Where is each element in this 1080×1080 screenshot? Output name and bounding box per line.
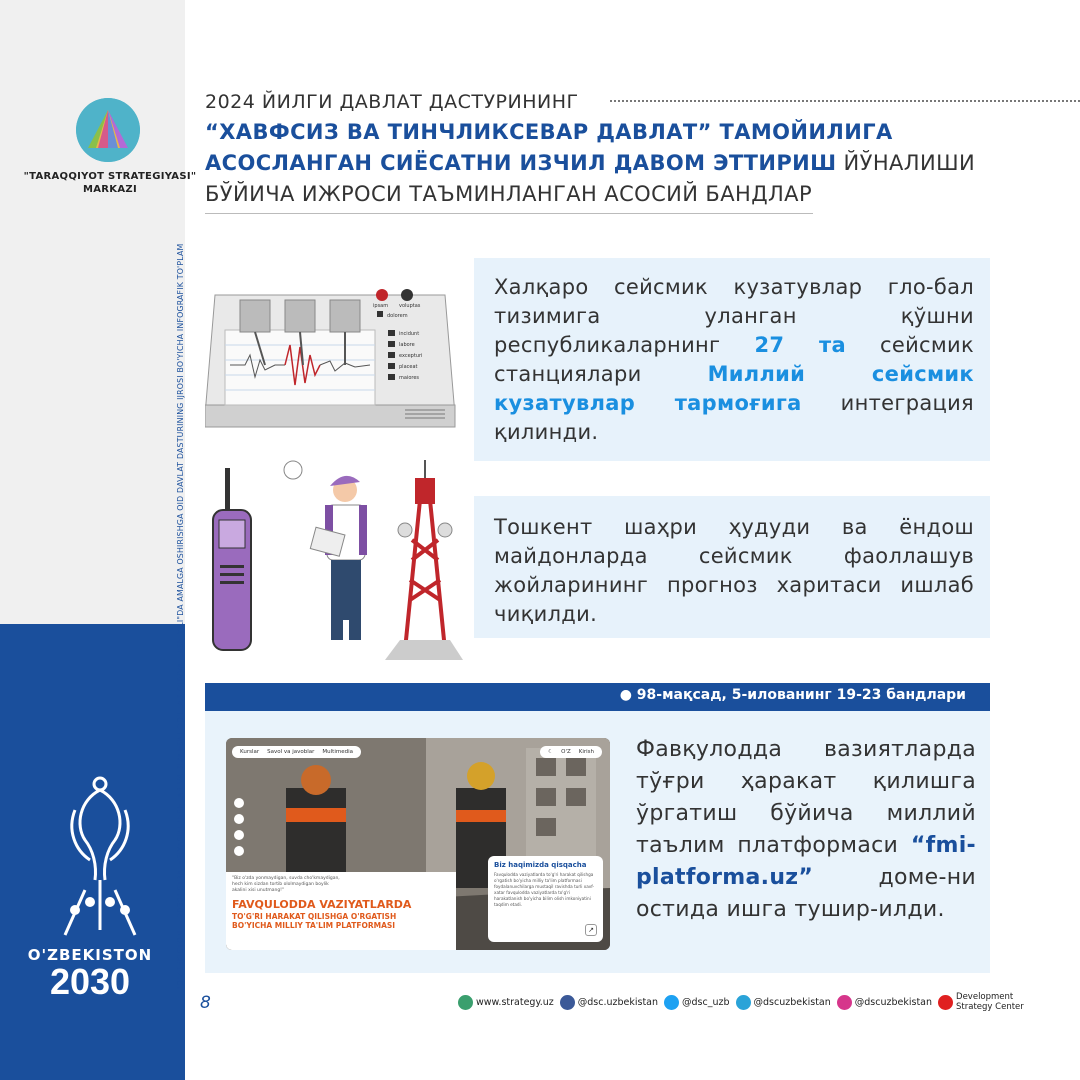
header-dotted-rule <box>610 100 1080 102</box>
logo-caption-line2: MARKAZI <box>83 184 137 195</box>
brand-line2: 2030 <box>49 961 131 1002</box>
seismo-label-b1: ipsam <box>373 303 389 309</box>
nav-multimedia[interactable]: Multimedia <box>322 749 353 755</box>
footer-links <box>458 992 1024 1012</box>
goal-reference-bar: ● 98-мақсад, 5-илованинг 19-23 бандлари <box>205 683 990 711</box>
youtube-icon <box>938 995 953 1010</box>
seismo-label-l3: excepturi <box>399 353 423 359</box>
center-logo <box>76 98 140 162</box>
nav-faq[interactable]: Savol va javoblar <box>267 749 315 755</box>
header-line3-bold: АСОСЛАНГАН СИЁСАТНИ ИЗЧИЛ ДАВОМ ЭТТИРИШ <box>205 151 837 175</box>
arrow-icon[interactable]: ↗ <box>585 924 597 936</box>
platform-topright <box>540 746 602 758</box>
twitter-icon <box>664 995 679 1010</box>
seismo-label-l4: placeat <box>399 364 418 370</box>
social-icon-3[interactable] <box>234 830 244 840</box>
header-line3 <box>205 151 975 175</box>
telegram-link[interactable]: @dscuzbekistan <box>736 995 831 1010</box>
instagram-link[interactable]: @dscuzbekistan <box>837 995 932 1010</box>
seismo-label-l5: maiores <box>399 375 420 381</box>
facebook-link[interactable]: @dsc.uzbekistan <box>560 995 658 1010</box>
platform-nav <box>232 746 361 758</box>
social-rail <box>234 798 244 856</box>
hero-panel <box>226 872 456 950</box>
about-text: Favqulodda vaziyatlarda to'g'ri harakat qilishga o'rgatish bo'yicha milliy ta'lim platformasi foydalanuvchilarga mustaqil ravishda turli xavf-xatar favqulodda vaziyatlarda to'g'ri harakatlanish bo'yicha bilim olish imkoniyatini taqdim etadi. <box>494 872 595 907</box>
forecast-map-text: Тошкент шаҳри ҳудуди ва ёндош майдонларда сейсмик фаоллашув жойларининг прогноз харитаси ишлаб чиқилди. <box>494 515 974 626</box>
highlight-domain: “fmi-platforma.uz” <box>636 833 976 890</box>
facebook-icon <box>560 995 575 1010</box>
header-line1: 2024 ЙИЛГИ ДАВЛАТ ДАСТУРИНИНГ <box>205 91 579 113</box>
platform-screenshot <box>226 738 610 950</box>
logo-caption-line1: "TARAQQIYOT STRATEGIYASI" <box>23 171 197 182</box>
telegram-icon <box>736 995 751 1010</box>
hero-subtitle-1: TO'G'RI HARAKAT QILISHGA O'RGATISH <box>232 912 397 921</box>
moon-icon[interactable]: ☾ <box>548 749 554 755</box>
page-number: 8 <box>200 993 211 1013</box>
brand-line1: O'ZBEKISTON <box>27 946 153 964</box>
social-icon-4[interactable] <box>234 846 244 856</box>
seismo-label-l1: incidunt <box>399 331 420 337</box>
header-line3-rest: ЙЎНАЛИШИ <box>836 151 976 175</box>
highlight-network: Миллий сейсмик кузатувлар тармоғига <box>494 362 974 415</box>
header-line2: “ХАВФСИЗ ВА ТИНЧЛИКСЕВАР ДАВЛАТ” ТАМОЙИЛИГА <box>205 120 893 144</box>
instagram-icon <box>837 995 852 1010</box>
brand-mark <box>20 946 160 1000</box>
seismo-label-l2: labore <box>399 342 415 348</box>
hero-quote: "Biz o'zda yonmaydigan, suvda cho'kmaydigan, hech kim sizdan tortib ololmaydigan boylik akalini xisi unutmang!" <box>232 876 340 893</box>
about-card <box>488 856 603 942</box>
about-title: Biz haqimizda qisqacha <box>494 861 587 869</box>
social-icon-1[interactable] <box>234 798 244 808</box>
lang-switch[interactable]: O'Z <box>561 749 571 755</box>
seismic-stations-text: Халқаро сейсмик кузатувлар гло-бал тизимига уланган қўшни республикаларнинг 27 та сейсмик станциялари Миллий сейсмик кузатувлар тармоғига интеграция қилинди. <box>494 275 974 444</box>
seismo-label-b2: voluptas <box>399 303 421 309</box>
youtube-link[interactable]: Development Strategy Center <box>938 992 1024 1012</box>
hero-subtitle-2: BO'YICHA MILLIY TA'LIM PLATFORMASI <box>232 921 396 930</box>
twitter-link[interactable]: @dsc_uzb <box>664 995 730 1010</box>
nav-courses[interactable]: Kurslar <box>240 749 260 755</box>
header-underline <box>205 213 813 214</box>
vertical-caption: "O'ZBEKISTON — 2030" STRATEGIYASINI "ESHLAR VA BIZNESNI QO'LLAB-QUVVATLASH YILI"DA AMALGA OSHIRISHGA OID DAVLAT DASTURINING IJROSI BO'YICHA INFOGRAFIK TO'PLAM <box>176 243 185 990</box>
radio-operator-illustration <box>205 460 475 660</box>
social-icon-2[interactable] <box>234 814 244 824</box>
login-button[interactable]: Kirish <box>578 749 594 755</box>
seismo-label-b3: dolorem <box>387 313 408 319</box>
seismograph-illustration <box>205 285 460 435</box>
web-link[interactable]: www.strategy.uz <box>458 995 554 1010</box>
highlight-27: 27 та <box>754 333 846 357</box>
logo-caption <box>20 170 200 196</box>
uzbekistan-2030-emblem <box>45 770 155 950</box>
globe-icon <box>458 995 473 1010</box>
header-line4: БЎЙИЧА ИЖРОСИ ТАЪМИНЛАНГАН АСОСИЙ БАНДЛАР <box>205 182 813 206</box>
hero-title: FAVQULODDA VAZIYATLARDA <box>232 898 412 911</box>
platform-text: Фавқулодда вазиятларда тўғри ҳаракат қилишга ўргатиш бўйича миллий таълим платформаси “fmi-platforma.uz” доме-ни остида ишга тушир-илди. <box>636 737 976 922</box>
